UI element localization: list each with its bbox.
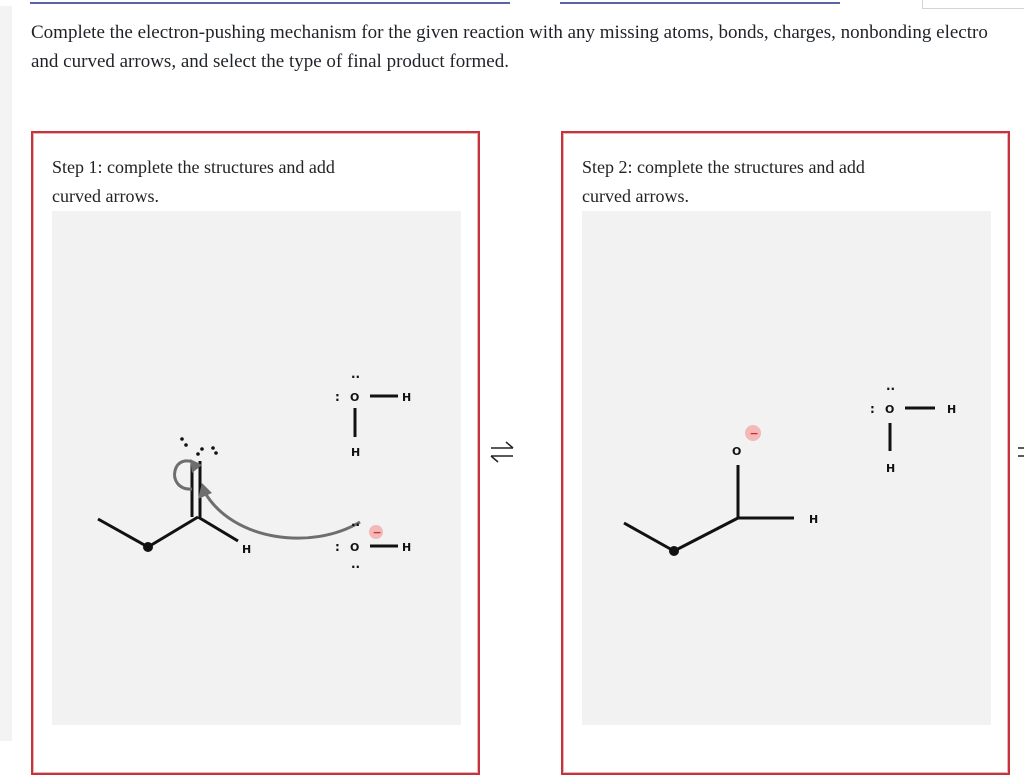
negative-charge-label: − (372, 526, 382, 539)
alkoxide-o-label[interactable]: O (732, 445, 742, 458)
lone-pair: : (335, 390, 340, 404)
hydroxide-h-label[interactable]: H (402, 541, 412, 554)
water-h2-label[interactable]: H (886, 462, 896, 475)
lone-pair: ·· (351, 370, 361, 384)
step-1-drawing-canvas[interactable] (52, 211, 461, 725)
lone-pair-dot (180, 437, 184, 441)
water-h1-label[interactable]: H (947, 403, 957, 416)
lone-pair-dot (196, 452, 200, 456)
alkene-bond[interactable] (98, 519, 148, 547)
lone-pair: ·· (886, 382, 896, 396)
water-molecule[interactable] (335, 370, 411, 459)
step-2-drawing-canvas[interactable] (582, 211, 991, 725)
water-h2-label[interactable]: H (351, 446, 361, 459)
atom-dot (669, 546, 679, 556)
lone-pair: ·· (351, 560, 361, 574)
curved-arrow-long[interactable] (204, 491, 360, 538)
lone-pair: ·· (351, 518, 361, 532)
question-instructions (31, 18, 1021, 76)
equilibrium-arrow-icon-partial (1016, 440, 1024, 464)
chain-bond[interactable] (624, 523, 674, 551)
step-2-title-line-1: Step 2: complete the structures and add (582, 157, 865, 177)
instructions-line-1: Complete the electron-pushing mechanism for the given reaction with any missing atoms, bonds, charges, nonbonding electro (31, 22, 988, 43)
top-rule-segment (30, 2, 510, 4)
step-1-structure-drawing[interactable] (52, 211, 461, 725)
step-2-title-line-2: curved arrows. (582, 186, 689, 206)
atom-dot (143, 542, 153, 552)
alkene-bond[interactable] (148, 517, 198, 547)
alkene-h-label[interactable]: H (242, 543, 252, 556)
negative-charge-label: − (749, 427, 759, 440)
step-1-title-line-1: Step 1: complete the structures and add (52, 157, 335, 177)
water-h1-label[interactable]: H (402, 391, 412, 404)
step-2-structure-drawing[interactable] (582, 211, 991, 725)
lone-pair-dot (200, 447, 204, 451)
water-o-label[interactable]: O (885, 403, 895, 416)
left-gutter (0, 6, 12, 741)
top-rule (0, 0, 1024, 6)
lone-pair-dot (214, 451, 218, 455)
lone-pair-dot (211, 446, 215, 450)
step-1-panel (31, 131, 480, 775)
equilibrium-arrow-icon (488, 438, 518, 466)
step-2-title (582, 153, 1002, 211)
lone-pair: : (870, 402, 875, 416)
top-rule-segment (560, 2, 840, 4)
instructions-line-2: and curved arrows, and select the type of final product formed. (31, 51, 509, 72)
step-1-title (52, 153, 472, 211)
alkoxide-molecule[interactable] (624, 425, 818, 556)
water-molecule[interactable] (870, 382, 956, 475)
hydroxide-ion[interactable] (335, 518, 411, 574)
corner-box (922, 0, 1024, 9)
lone-pair: : (335, 540, 340, 554)
chain-h-label[interactable]: H (809, 513, 819, 526)
chain-bond[interactable] (674, 518, 738, 551)
step-2-panel (561, 131, 1010, 775)
water-o-label[interactable]: O (350, 391, 360, 404)
step-1-title-line-2: curved arrows. (52, 186, 159, 206)
lone-pair-dot (184, 443, 188, 447)
hydroxide-o-label[interactable]: O (350, 541, 360, 554)
